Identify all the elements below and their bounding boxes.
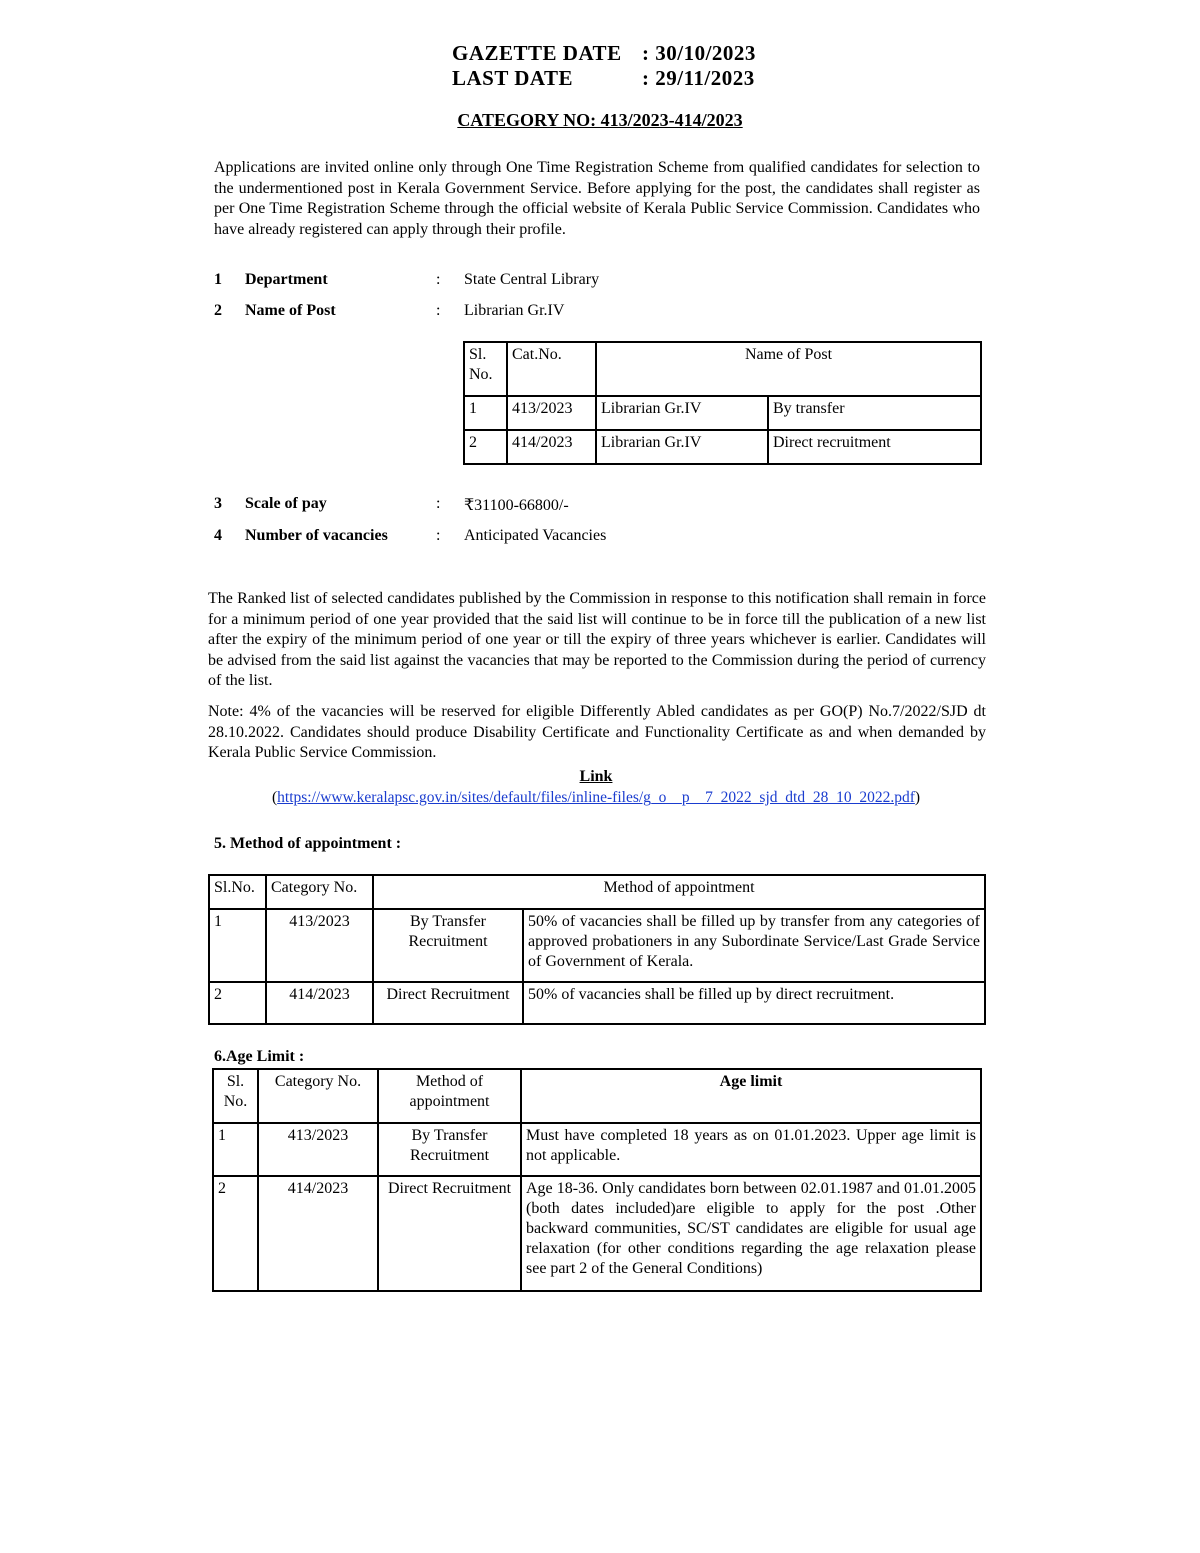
field-number-of-vacancies bbox=[214, 527, 984, 549]
field-value: State Central Library bbox=[464, 271, 600, 288]
field-number: 4 bbox=[214, 527, 222, 544]
field-label: Scale of pay bbox=[245, 495, 327, 512]
cell-mode: Direct Recruitment bbox=[378, 1176, 521, 1291]
field-number: 3 bbox=[214, 495, 222, 512]
cell-cat: 414/2023 bbox=[258, 1176, 378, 1291]
header-name-of-post: Name of Post bbox=[596, 342, 981, 396]
post-table bbox=[463, 341, 982, 465]
cell-sl: 1 bbox=[209, 909, 266, 982]
field-department bbox=[214, 271, 984, 293]
header-category-no: Category No. bbox=[266, 875, 373, 909]
header-cat-no: Cat.No. bbox=[507, 342, 596, 396]
table-row bbox=[464, 430, 981, 464]
table-row bbox=[464, 396, 981, 430]
header-age-limit: Age limit bbox=[521, 1069, 981, 1123]
gazette-date-line bbox=[452, 41, 756, 66]
header-category-no: Category No. bbox=[258, 1069, 378, 1123]
cell-mode: By Transfer Recruitment bbox=[378, 1123, 521, 1176]
link-line bbox=[0, 789, 1192, 807]
link-heading: Link bbox=[579, 768, 613, 785]
note-paragraph: Note: 4% of the vacancies will be reserved for eligible Differently Abled candidates as per GO(P) No.7/2022/SJD dt 28.10.2022. Candidates should produce Disability Certificate and Functionality Certificate as and when demanded by Kerala Public Service Commission. bbox=[208, 703, 986, 761]
cell-cat: 413/2023 bbox=[507, 396, 596, 430]
field-label: Number of vacancies bbox=[245, 527, 388, 544]
field-name-of-post bbox=[214, 302, 984, 324]
cell-desc: Must have completed 18 years as on 01.01.2023. Upper age limit is not applicable. bbox=[521, 1123, 981, 1176]
field-number: 1 bbox=[214, 271, 222, 288]
gazette-date-label: GAZETTE DATE bbox=[452, 41, 622, 65]
table-row bbox=[209, 909, 985, 982]
link-open-paren: ( bbox=[271, 789, 278, 806]
field-colon: : bbox=[436, 302, 441, 319]
ranked-list-paragraph: The Ranked list of selected candidates published by the Commission in response to this notification shall remain in force for a minimum period of one year provided that the said list will continue to be in force till the publication of a new list after the expiry of the minimum period of one year or till the expiry of three years whichever is earlier. Candidates will be advised from the said list against the vacancies that may be reported to the Commission during the period of currency of the list. bbox=[208, 590, 986, 689]
cell-post: Librarian Gr.IV bbox=[596, 396, 768, 430]
cell-post: Librarian Gr.IV bbox=[596, 430, 768, 464]
field-colon: : bbox=[436, 527, 441, 544]
method-section-title: 5. Method of appointment : bbox=[214, 835, 402, 852]
cell-mode: Direct recruitment bbox=[768, 430, 981, 464]
header-sl-no: Sl. No. bbox=[213, 1069, 258, 1123]
last-date-label: LAST DATE bbox=[452, 66, 574, 90]
cell-desc: Age 18-36. Only candidates born between 02.01.1987 and 01.01.2005 (both dates included)are eligible to apply for the post .Other backward communities, SC/ST candidates are eligible for usual age relaxation (for other conditions regarding the age relaxation please see part 2 of the General Conditions) bbox=[521, 1176, 981, 1291]
cell-sl: 2 bbox=[464, 430, 507, 464]
field-value: ₹31100-66800/- bbox=[464, 497, 569, 514]
last-date-line bbox=[452, 66, 755, 91]
cell-cat: 414/2023 bbox=[507, 430, 596, 464]
cell-sl: 1 bbox=[464, 396, 507, 430]
table-row bbox=[213, 1123, 981, 1176]
field-value: Librarian Gr.IV bbox=[464, 302, 565, 319]
cell-desc: 50% of vacancies shall be filled up by transfer from any categories of approved probationers in any Subordinate Service/Last Grade Service of Government of Kerala. bbox=[523, 909, 985, 982]
intro-paragraph: Applications are invited online only through One Time Registration Scheme from qualified candidates for selection to the undermentioned post in Kerala Government Service. Before applying for the post, the candidates shall register as per One Time Registration Scheme through the official website of Kerala Public Service Commission. Candidates who have already registered can apply through their profile. bbox=[214, 159, 980, 238]
age-table bbox=[212, 1068, 982, 1292]
field-value: Anticipated Vacancies bbox=[464, 527, 607, 544]
cell-mode: Direct Recruitment bbox=[373, 982, 523, 1024]
gazette-date-value: : 30/10/2023 bbox=[642, 41, 756, 65]
post-table-header bbox=[464, 342, 981, 396]
cell-sl: 2 bbox=[213, 1176, 258, 1291]
link-close-paren: ) bbox=[914, 789, 921, 806]
cell-cat: 414/2023 bbox=[266, 982, 373, 1024]
field-label: Name of Post bbox=[245, 302, 336, 319]
cell-sl: 2 bbox=[209, 982, 266, 1024]
cell-mode: By Transfer Recruitment bbox=[373, 909, 523, 982]
table-row bbox=[213, 1176, 981, 1291]
category-number: CATEGORY NO: 413/2023-414/2023 bbox=[457, 110, 743, 130]
last-date-value: : 29/11/2023 bbox=[642, 66, 755, 90]
go-pdf-link[interactable]: https://www.keralapsc.gov.in/sites/default/files/inline-files/g_o__p__7_2022_sjd_dtd_28_10_2022.pdf bbox=[277, 789, 915, 806]
field-scale-of-pay bbox=[214, 495, 984, 517]
header-sl-no: Sl. No. bbox=[464, 342, 507, 396]
cell-cat: 413/2023 bbox=[266, 909, 373, 982]
header-sl-no: Sl.No. bbox=[209, 875, 266, 909]
field-colon: : bbox=[436, 495, 441, 512]
cell-mode: By transfer bbox=[768, 396, 981, 430]
cell-cat: 413/2023 bbox=[258, 1123, 378, 1176]
field-number: 2 bbox=[214, 302, 222, 319]
age-section-title: 6.Age Limit : bbox=[214, 1048, 305, 1065]
cell-sl: 1 bbox=[213, 1123, 258, 1176]
age-table-header bbox=[213, 1069, 981, 1123]
header-method: Method of appointment bbox=[378, 1069, 521, 1123]
method-table-header bbox=[209, 875, 985, 909]
field-label: Department bbox=[245, 271, 328, 288]
header-method: Method of appointment bbox=[373, 875, 985, 909]
field-colon: : bbox=[436, 271, 441, 288]
table-row bbox=[209, 982, 985, 1024]
cell-desc: 50% of vacancies shall be filled up by direct recruitment. bbox=[523, 982, 985, 1024]
method-table bbox=[208, 874, 986, 1025]
